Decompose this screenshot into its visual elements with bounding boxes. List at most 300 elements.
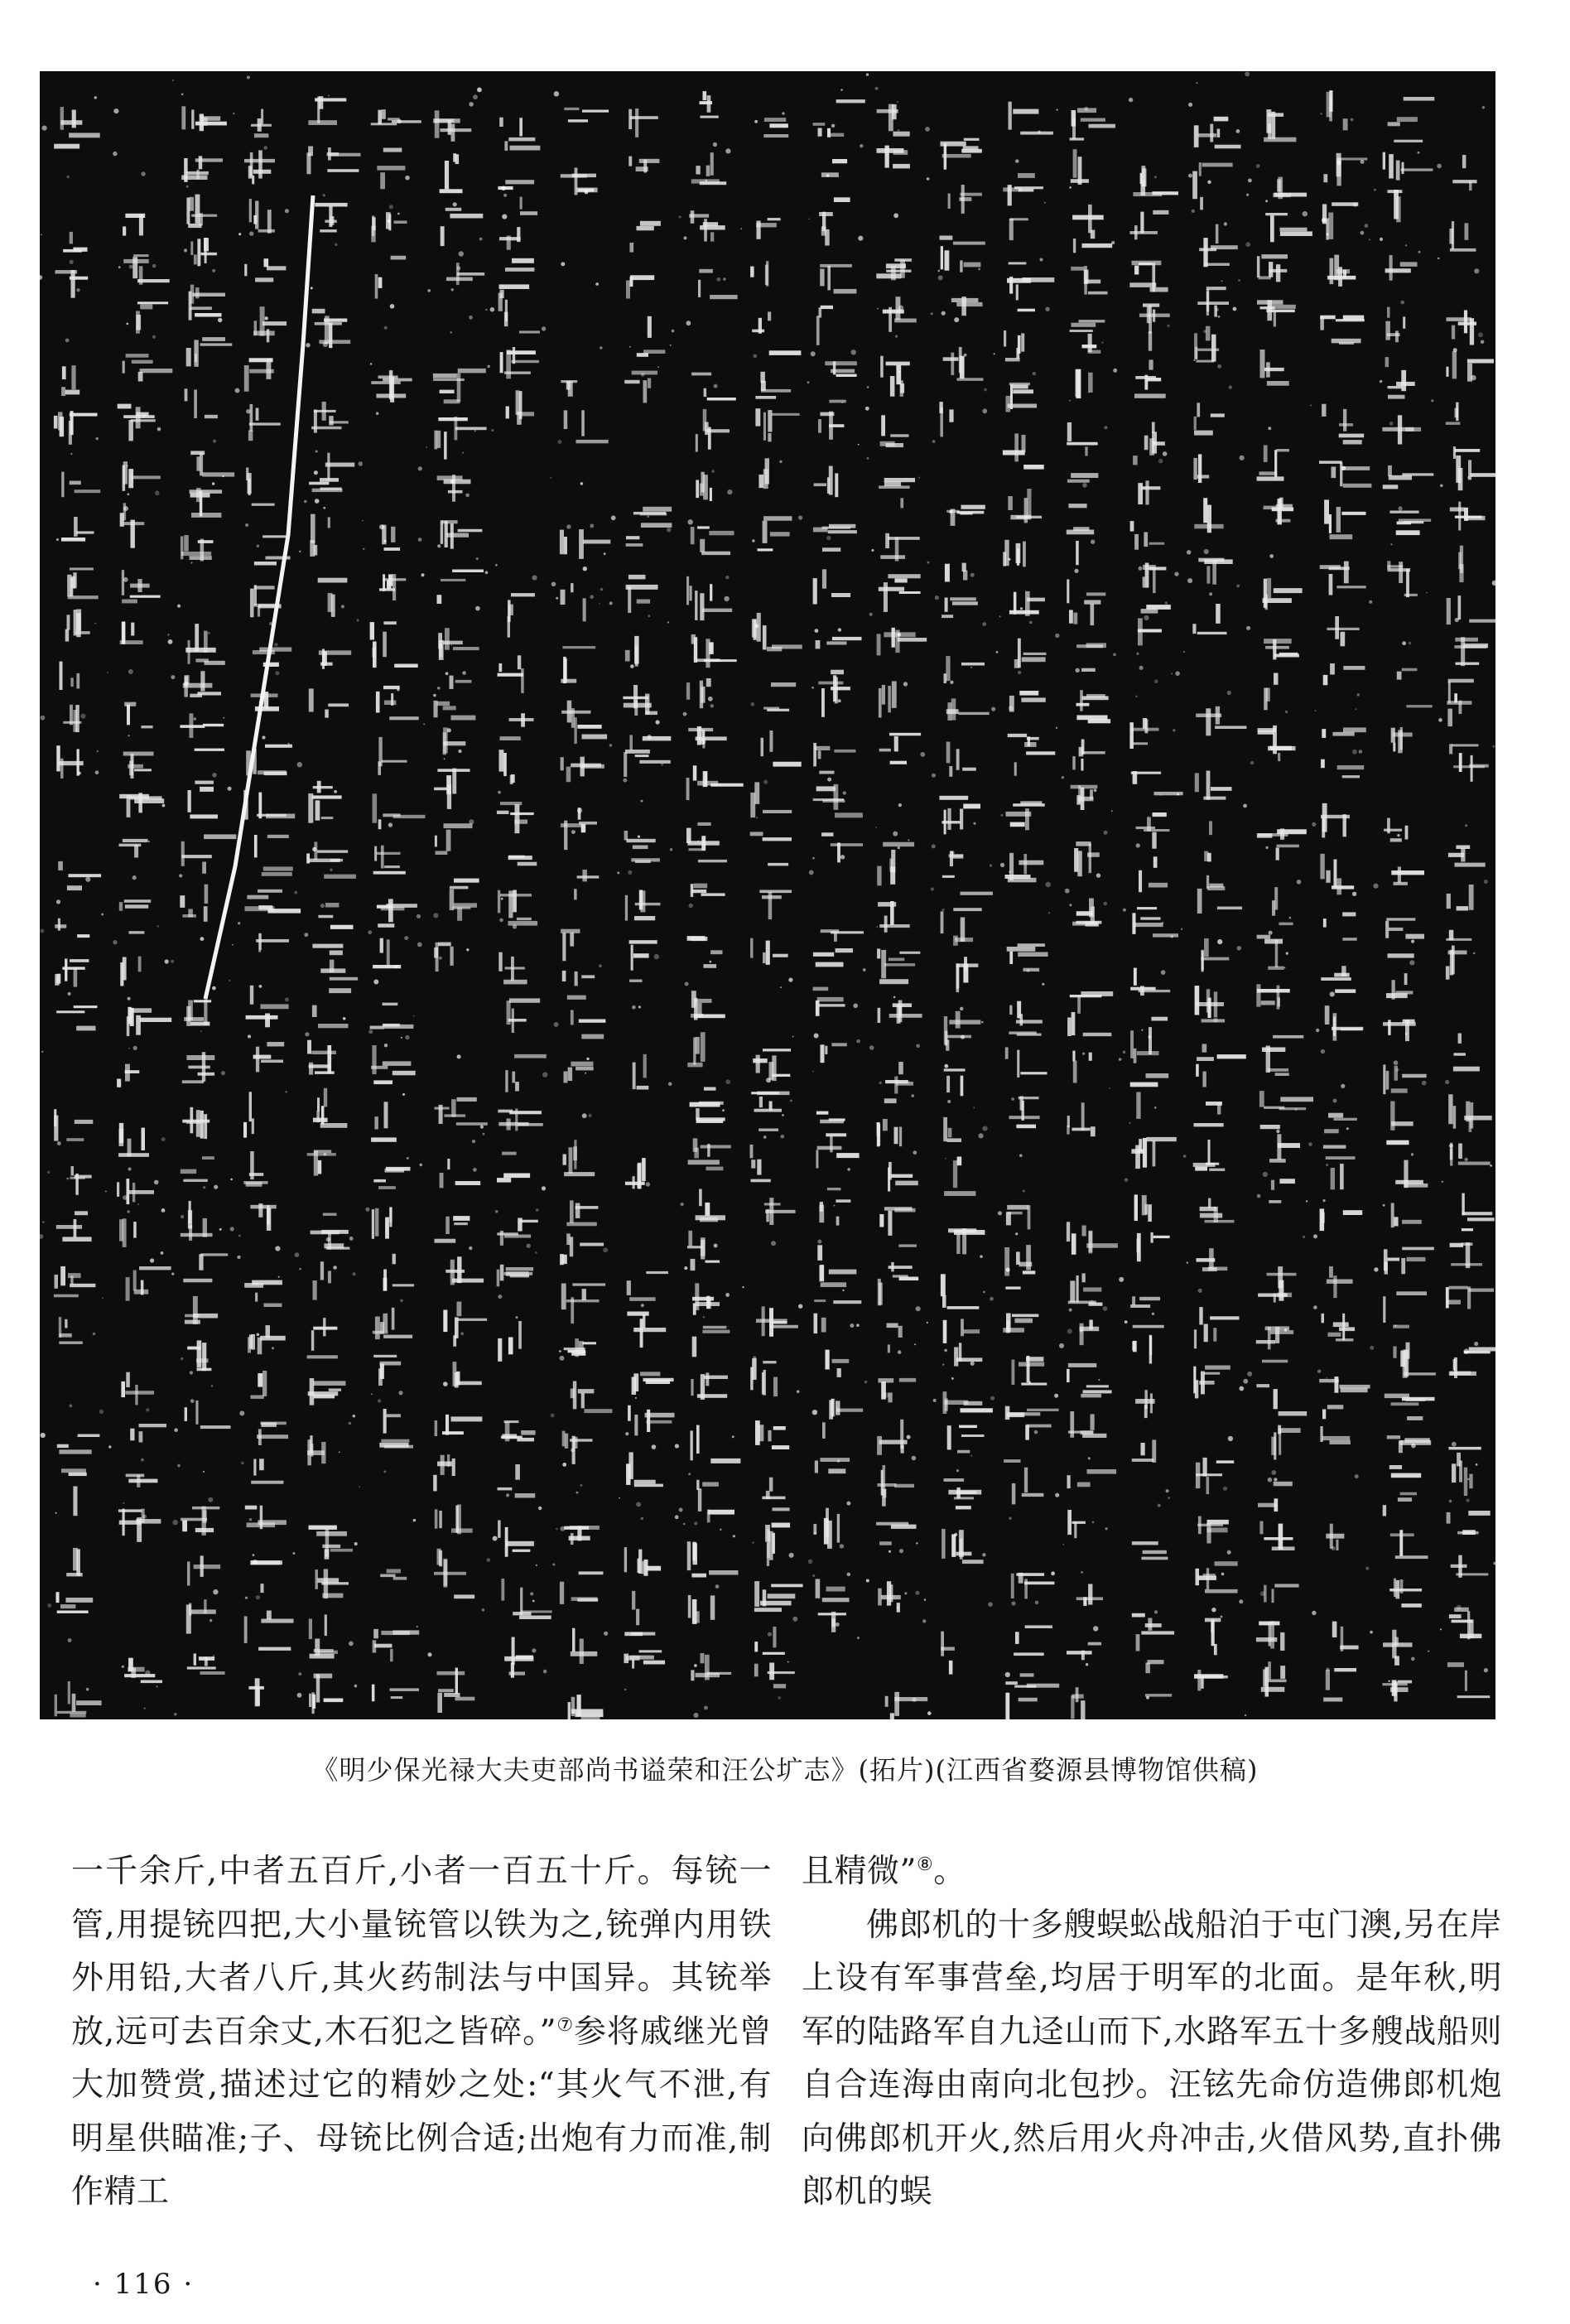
glyph-mark [1447, 1511, 1491, 1535]
speckle [245, 1597, 248, 1599]
speckle [1330, 991, 1335, 996]
glyph-mark [887, 1324, 903, 1353]
glyph-mark [1199, 224, 1238, 268]
paragraph [802, 1845, 1502, 1899]
glyph-mark [437, 570, 484, 605]
glyph-mark [126, 1474, 158, 1487]
speckle [141, 1459, 144, 1462]
speckle [259, 985, 262, 988]
speckle [213, 1589, 218, 1594]
glyph-mark [435, 1216, 470, 1243]
glyph-mark [1131, 771, 1183, 795]
speckle [304, 500, 306, 503]
speckle [498, 791, 501, 794]
speckle [689, 904, 693, 908]
speckle [1285, 711, 1288, 713]
glyph-mark [562, 1431, 593, 1464]
glyph-mark [880, 415, 909, 447]
speckle [473, 1168, 477, 1172]
glyph-mark [1388, 190, 1403, 222]
speckle [924, 1598, 926, 1600]
speckle [1096, 873, 1100, 877]
glyph-mark [373, 1308, 412, 1339]
speckle [1218, 316, 1221, 318]
speckle [388, 822, 392, 827]
speckle [638, 836, 640, 838]
speckle [713, 142, 717, 147]
glyph-mark [181, 1156, 214, 1182]
speckle [256, 1595, 260, 1599]
speckle [973, 822, 975, 825]
glyph-mark [180, 885, 208, 922]
glyph-mark [813, 743, 855, 774]
speckle [1154, 176, 1157, 178]
speckle [826, 536, 831, 540]
speckle [1104, 426, 1107, 429]
glyph-mark [184, 999, 211, 1026]
speckle [1351, 118, 1354, 122]
speckle [228, 787, 232, 791]
glyph-mark [1322, 404, 1364, 445]
speckle [378, 1180, 379, 1182]
speckle [328, 95, 330, 97]
glyph-mark [817, 1245, 856, 1287]
speckle [1063, 1544, 1065, 1545]
glyph-mark [813, 929, 864, 967]
glyph-mark [1067, 1510, 1086, 1538]
speckle [1394, 1324, 1396, 1326]
speckle [1207, 181, 1211, 184]
speckle [838, 628, 841, 631]
glyph-mark [308, 1378, 346, 1405]
speckle [1274, 1478, 1277, 1481]
speckle [190, 1371, 193, 1374]
speckle [181, 1357, 184, 1361]
speckle [1322, 218, 1327, 223]
speckle [1361, 160, 1365, 164]
speckle [1315, 710, 1317, 711]
glyph-mark [1262, 1035, 1303, 1076]
glyph-mark [1008, 734, 1056, 776]
glyph-mark [877, 104, 910, 137]
glyph-mark [1264, 109, 1296, 142]
speckle [1346, 1127, 1349, 1130]
glyph-mark [1067, 991, 1113, 1036]
speckle [667, 621, 669, 623]
speckle [108, 1445, 111, 1448]
glyph-mark [1256, 984, 1289, 1009]
speckle [1389, 422, 1394, 426]
glyph-mark [883, 297, 917, 332]
speckle [353, 1415, 355, 1417]
glyph-mark [750, 261, 768, 286]
glyph-mark [434, 1549, 474, 1599]
glyph-mark [371, 1102, 397, 1142]
speckle [1211, 1608, 1216, 1612]
glyph-mark [1137, 1232, 1170, 1261]
glyph-mark [433, 369, 486, 403]
glyph-mark [1264, 673, 1278, 711]
glyph-mark [498, 1521, 534, 1557]
glyph-mark [813, 99, 865, 137]
glyph-mark [1076, 643, 1106, 672]
speckle [272, 1347, 274, 1349]
glyph-mark [691, 634, 737, 668]
speckle [407, 1157, 409, 1160]
speckle [1081, 1571, 1083, 1574]
speckle [942, 1364, 944, 1366]
speckle [113, 940, 117, 944]
glyph-mark [944, 1068, 966, 1096]
footnote-marker: ⑧ [916, 1854, 934, 1875]
glyph-mark [308, 781, 341, 823]
speckle [1400, 301, 1404, 305]
speckle [657, 366, 659, 368]
speckle [1054, 1394, 1058, 1398]
glyph-mark [1324, 499, 1365, 539]
speckle [1245, 72, 1250, 77]
speckle [552, 1564, 555, 1566]
glyph-mark [248, 1678, 264, 1706]
glyph-mark [1447, 885, 1474, 911]
glyph-mark [1390, 1530, 1428, 1559]
speckle [127, 465, 128, 467]
speckle [979, 1133, 984, 1138]
glyph-mark [1192, 162, 1232, 210]
speckle [297, 762, 302, 767]
speckle [285, 997, 289, 1001]
speckle [1265, 200, 1268, 202]
speckle [1221, 280, 1223, 282]
speckle [238, 922, 240, 924]
speckle [397, 213, 400, 215]
glyph-mark [244, 150, 275, 184]
glyph-mark [1130, 1017, 1168, 1063]
glyph-mark [561, 808, 597, 850]
speckle [40, 275, 42, 280]
glyph-mark [373, 938, 401, 969]
speckle [1209, 592, 1212, 595]
speckle [123, 1195, 128, 1200]
speckle [927, 1322, 928, 1324]
speckle [179, 874, 182, 877]
speckle [817, 1240, 821, 1244]
glyph-mark [498, 284, 540, 333]
glyph-mark [119, 899, 151, 933]
speckle [253, 1560, 258, 1565]
speckle [297, 1693, 302, 1698]
glyph-mark [1143, 563, 1167, 594]
glyph-mark [1133, 166, 1178, 196]
speckle [1361, 231, 1365, 235]
glyph-mark [1449, 1447, 1481, 1496]
speckle [118, 266, 121, 268]
glyph-mark [379, 574, 406, 600]
glyph-mark [310, 514, 330, 557]
speckle [577, 808, 582, 812]
glyph-mark [370, 621, 418, 668]
speckle [1203, 330, 1206, 333]
speckle [964, 354, 967, 357]
speckle [694, 1664, 697, 1667]
glyph-mark [877, 146, 910, 169]
glyph-mark [951, 297, 983, 316]
glyph-mark [181, 834, 237, 873]
speckle [85, 877, 90, 882]
paragraph-text: 参将戚继光曾大加赞赏,描述过它的精妙之处:“其火气不泄,有明星供瞄准;子、母铳比例合适;出炮有力而准,制作精工 [71, 2013, 772, 2211]
glyph-mark [1068, 1273, 1103, 1305]
glyph-mark [58, 861, 101, 890]
speckle [853, 1004, 858, 1009]
speckle [397, 119, 402, 124]
speckle [70, 260, 74, 264]
glyph-mark [1259, 1091, 1313, 1110]
glyph-mark [379, 1409, 413, 1449]
speckle [693, 1713, 698, 1718]
speckle [262, 735, 265, 739]
speckle [1187, 550, 1191, 554]
glyph-mark [626, 575, 658, 613]
speckle [724, 596, 729, 601]
glyph-mark [254, 835, 293, 876]
speckle [1217, 939, 1222, 944]
glyph-mark [1327, 90, 1348, 130]
glyph-mark [55, 1681, 102, 1718]
speckle [353, 1272, 356, 1275]
speckle [1227, 1550, 1231, 1555]
speckle [1411, 1444, 1416, 1449]
glyph-mark [561, 1283, 605, 1324]
speckle [797, 1390, 800, 1393]
speckle [56, 538, 59, 541]
glyph-mark [755, 408, 799, 441]
speckle [323, 194, 325, 196]
glyph-mark [691, 1653, 731, 1680]
speckle [527, 1244, 531, 1248]
glyph-mark [637, 316, 666, 357]
glyph-mark [750, 1358, 778, 1396]
speckle [142, 1515, 147, 1519]
glyph-mark [185, 1401, 231, 1429]
glyph-mark [1006, 801, 1045, 830]
glyph-mark [688, 1595, 715, 1624]
glyph-mark [61, 472, 100, 498]
speckle [1091, 540, 1095, 544]
speckle [1243, 804, 1247, 808]
speckle [667, 528, 671, 532]
glyph-mark [1256, 1384, 1307, 1415]
glyph-mark [251, 1459, 283, 1483]
glyph-mark [435, 1505, 473, 1535]
glyph-mark [1449, 1348, 1495, 1379]
speckle [1493, 1562, 1495, 1565]
glyph-mark [625, 1158, 646, 1189]
glyph-mark [1074, 841, 1100, 876]
speckle [842, 1290, 844, 1291]
glyph-mark [56, 1592, 94, 1613]
speckle [1474, 268, 1479, 273]
speckle [1020, 607, 1023, 610]
glyph-mark [308, 96, 346, 125]
speckle [499, 919, 503, 923]
glyph-mark [1322, 727, 1365, 737]
glyph-mark [948, 185, 982, 214]
speckle [938, 275, 943, 280]
speckle [203, 1186, 205, 1189]
speckle [694, 1521, 697, 1525]
speckle [947, 1100, 951, 1103]
glyph-mark [315, 203, 347, 233]
glyph-mark [433, 1454, 455, 1491]
glyph-mark [245, 1506, 287, 1530]
speckle [209, 1619, 212, 1622]
speckle [970, 1455, 972, 1457]
speckle [599, 964, 602, 967]
speckle [172, 80, 174, 81]
glyph-mark [696, 472, 712, 501]
speckle [1165, 601, 1168, 605]
glyph-mark [1014, 1625, 1052, 1656]
glyph-mark [813, 987, 845, 1016]
glyph-mark [127, 1007, 171, 1036]
speckle [1000, 863, 1004, 867]
speckle [1257, 1194, 1261, 1198]
speckle [720, 1529, 721, 1531]
speckle [1284, 967, 1286, 969]
glyph-mark [947, 1425, 985, 1454]
glyph-mark [1196, 1458, 1234, 1494]
speckle [619, 1497, 620, 1499]
glyph-mark [1260, 1125, 1300, 1163]
glyph-mark [1067, 473, 1099, 508]
stone-rubbing-image [40, 71, 1495, 1719]
glyph-mark [498, 180, 537, 215]
speckle [1326, 1377, 1327, 1379]
glyph-mark [1009, 1096, 1039, 1128]
speckle [66, 1178, 69, 1180]
glyph-mark [382, 525, 400, 551]
speckle [1181, 928, 1182, 930]
glyph-mark [1264, 498, 1294, 525]
glyph-mark [120, 957, 141, 986]
glyph-mark [498, 1109, 543, 1131]
glyph-mark [1197, 875, 1242, 914]
speckle [656, 720, 660, 724]
speckle [1141, 1029, 1143, 1031]
speckle [1492, 581, 1495, 586]
glyph-mark [1271, 1425, 1300, 1460]
speckle [171, 1273, 174, 1275]
glyph-mark [628, 1405, 674, 1436]
glyph-mark [816, 1111, 845, 1124]
glyph-mark [690, 1087, 725, 1124]
speckle [913, 1698, 917, 1702]
glyph-mark [250, 1203, 276, 1231]
glyph-mark [877, 1119, 903, 1146]
speckle [249, 231, 253, 235]
glyph-mark [1385, 357, 1415, 399]
speckle [954, 317, 959, 322]
speckle [186, 186, 189, 188]
speckle [866, 1579, 869, 1583]
glyph-mark [371, 212, 407, 242]
glyph-mark [1194, 117, 1241, 148]
paragraph [71, 1845, 772, 2220]
speckle [1104, 831, 1108, 835]
glyph-mark [181, 106, 227, 131]
glyph-mark [187, 1555, 220, 1585]
speckle [253, 1554, 255, 1556]
speckle [133, 1046, 137, 1050]
glyph-mark [185, 388, 218, 418]
glyph-mark [1005, 1047, 1047, 1078]
speckle [754, 624, 759, 628]
paragraph-text: 且精微” [802, 1853, 917, 1890]
speckle [999, 615, 1001, 617]
speckle [95, 770, 99, 774]
speckle [241, 1462, 244, 1465]
speckle [1183, 651, 1185, 653]
glyph-mark [1070, 108, 1115, 140]
speckle [349, 1237, 354, 1241]
speckle [373, 980, 378, 985]
speckle [932, 774, 936, 778]
glyph-mark [56, 1211, 92, 1242]
speckle [503, 194, 507, 197]
speckle [1402, 641, 1406, 645]
speckle [127, 323, 129, 325]
speckle [384, 1044, 388, 1047]
glyph-mark [1193, 1140, 1226, 1171]
speckle [706, 180, 707, 181]
speckle [113, 152, 117, 156]
speckle [1405, 244, 1407, 246]
speckle [871, 549, 874, 552]
speckle [710, 704, 714, 707]
speckle [1239, 1599, 1243, 1603]
speckle [945, 1158, 946, 1160]
speckle [904, 1592, 907, 1594]
speckle [1056, 727, 1057, 729]
glyph-mark [560, 1571, 604, 1603]
glyph-mark [1003, 433, 1044, 469]
glyph-mark [1196, 1561, 1238, 1593]
glyph-mark [888, 1162, 918, 1192]
glyph-mark [1003, 540, 1026, 567]
speckle [668, 1082, 672, 1087]
glyph-mark [313, 1261, 332, 1299]
speckle [326, 1237, 330, 1242]
glyph-mark [1448, 846, 1486, 867]
speckle [490, 307, 495, 312]
glyph-mark [750, 782, 792, 817]
speckle [703, 1316, 705, 1318]
speckle [1069, 1309, 1072, 1312]
glyph-mark [182, 1107, 209, 1139]
speckle [246, 409, 250, 413]
glyph-mark [1383, 1492, 1417, 1516]
speckle [413, 1519, 416, 1521]
speckle [1033, 372, 1036, 375]
glyph-mark [1257, 935, 1284, 970]
glyph-mark [497, 1152, 530, 1183]
glyph-mark [1138, 605, 1171, 645]
glyph-mark [371, 370, 412, 403]
glyph-mark [433, 110, 471, 142]
glyph-mark [756, 1306, 798, 1336]
glyph-mark [759, 890, 792, 920]
speckle [477, 88, 482, 93]
